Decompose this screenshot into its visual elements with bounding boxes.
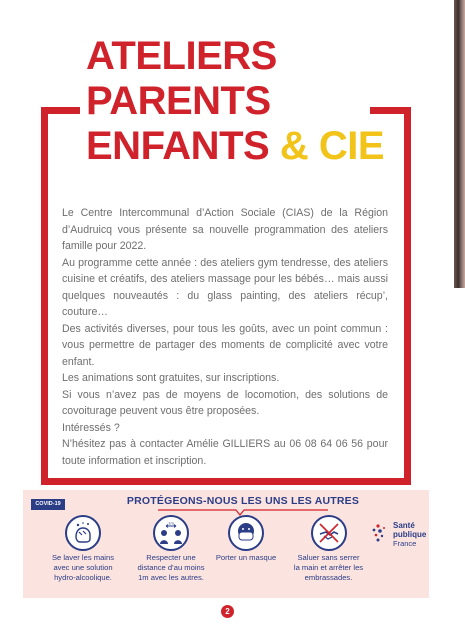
gesture-wash-hands <box>38 515 128 583</box>
handshake-label-line-1: Saluer sans serrer <box>297 553 360 562</box>
gesture-no-handshake <box>286 515 371 583</box>
distance-label-line-3: 1m avec les autres. <box>138 573 204 582</box>
title-line-2: PARENTS <box>86 79 271 123</box>
title-line-1: ATELIERS <box>86 34 277 78</box>
mask-label: Porter un masque <box>215 553 277 562</box>
page-title <box>86 34 384 169</box>
hand-washing-icon <box>65 515 101 551</box>
title-line-3 <box>86 124 384 169</box>
gesture-distance <box>126 515 216 583</box>
no-handshake-icon <box>311 515 347 551</box>
article-body <box>62 205 388 469</box>
logo-line-1: Santé <box>393 521 415 530</box>
paragraph-interested: Intéressés ? <box>62 421 120 434</box>
wash-label-line-1: Se laver les mains <box>51 553 115 562</box>
covid-tag: COVID-19 <box>31 499 65 510</box>
logo-line-2: publique <box>393 530 427 539</box>
wash-label-line-3: hydro-alcoolique. <box>54 573 112 582</box>
covid-title: PROTÉGEONS-NOUS LES UNS LES AUTRES <box>126 495 360 507</box>
paragraph-free: Les animations sont gratuites, sur inscriptions. <box>62 372 280 384</box>
page-number: 2 <box>221 605 234 618</box>
adjacent-page-photo <box>454 0 465 288</box>
logo-line-3: France <box>393 539 417 548</box>
distance-label-line-2: distance d’au moins <box>137 563 205 572</box>
distance-text: 1m <box>168 520 174 526</box>
title-line-3-main: ENFANTS <box>86 124 270 168</box>
handshake-label-line-3: embrassades. <box>304 573 353 582</box>
covid-banner <box>23 490 429 598</box>
paragraph-programme: Au programme cette année : des ateliers gym tendresse, des ateliers cuisine et créatifs, des ateliers massage pour les bébés… mais aussi quelques nouveautés : du glass painting, des ateliers récup’, couture… <box>62 256 388 318</box>
distance-icon <box>153 515 189 551</box>
paragraph-intro: Le Centre Intercommunal d’Action Sociale (CIAS) de la Région d’Audruicq vous présente sa nouvelle programmation des ateliers famille pour 2022. <box>62 207 388 252</box>
title-accent: & CIE <box>279 124 384 168</box>
paragraph-carpool: Si vous n’avez pas de moyens de locomotion, des solutions de covoiturage peuvent vous être proposées. <box>62 388 388 417</box>
handshake-label-line-2: la main et arrêter les <box>293 563 364 572</box>
sante-publique-logo-text <box>393 521 426 548</box>
wash-label-line-2: avec une solution <box>53 563 113 572</box>
paragraph-activities: Des activités diverses, pour tous les goûts, avec un point commun : vous permettre de partager des moments de complicité avec votre enfant. <box>62 322 388 368</box>
distance-label-line-1: Respecter une <box>146 553 196 562</box>
paragraph-contact: N’hésitez pas à contacter Amélie GILLIERS au 06 08 64 06 56 pour toute information et inscription. <box>62 438 388 467</box>
gesture-mask <box>211 515 281 563</box>
mask-icon <box>228 515 264 551</box>
